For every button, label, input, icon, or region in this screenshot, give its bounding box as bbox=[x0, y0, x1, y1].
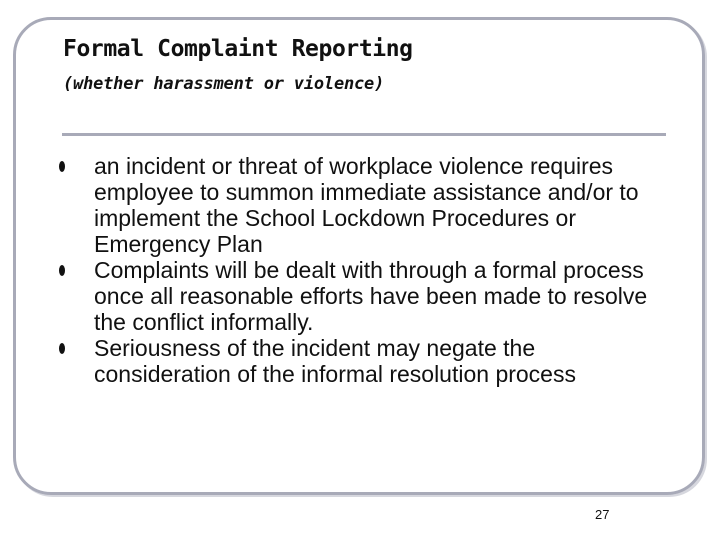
bullet-item bbox=[55, 335, 675, 387]
bullet-item bbox=[55, 257, 675, 335]
title-divider bbox=[62, 133, 666, 136]
bullet-dot-icon bbox=[59, 161, 65, 172]
bullet-dot-icon bbox=[59, 265, 65, 276]
bullet-list bbox=[55, 153, 675, 387]
page-number: 27 bbox=[595, 507, 610, 522]
slide-subtitle: (whether harassment or violence) bbox=[63, 74, 385, 94]
bullet-dot-icon bbox=[59, 343, 65, 354]
bullet-item bbox=[55, 153, 675, 257]
bullet-text: Complaints will be dealt with through a formal process once all reasonable efforts have been made to resolve the conflict informally. bbox=[94, 257, 648, 335]
bullet-text: Seriousness of the incident may negate the consideration of the informal resolution process bbox=[94, 335, 576, 387]
bullet-text: an incident or threat of workplace violence requires employee to summon immediate assistance and/or to implement the School Lockdown Procedures or Emergency Plan bbox=[94, 153, 639, 257]
slide-title: Formal Complaint Reporting bbox=[63, 36, 413, 62]
